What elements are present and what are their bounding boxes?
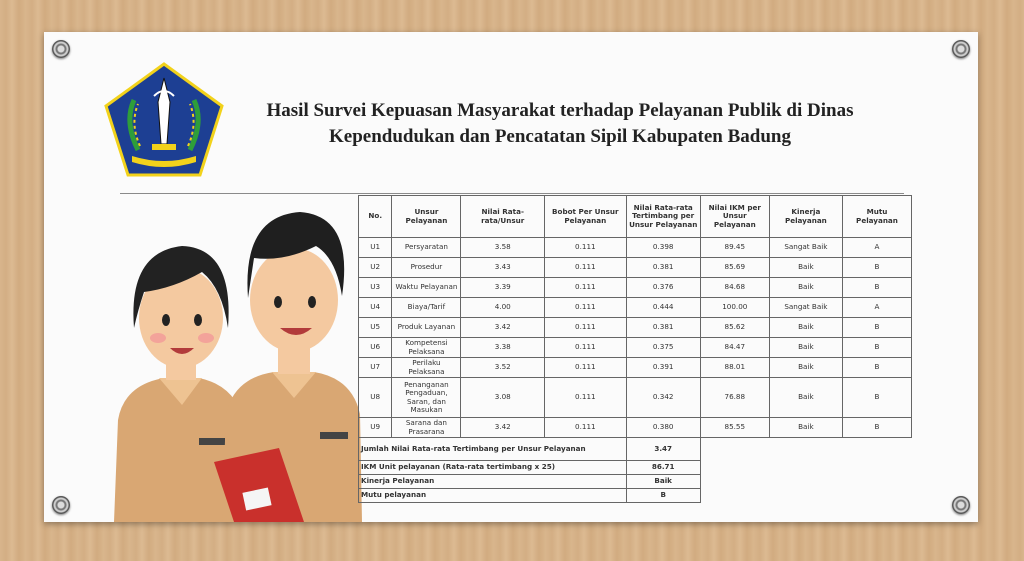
- cell-mutu: A: [842, 238, 911, 258]
- cell-rata: 3.42: [461, 318, 545, 338]
- summary-row: [359, 438, 912, 461]
- cell-bobot: 0.111: [545, 418, 627, 438]
- survey-results-table: [358, 195, 912, 503]
- cell-ikm: 88.01: [700, 358, 769, 378]
- cell-mutu: B: [842, 418, 911, 438]
- table-row: [359, 338, 912, 358]
- cell-bobot: 0.111: [545, 318, 627, 338]
- cell-unsur: Prosedur: [392, 258, 461, 278]
- cell-ikm: 76.88: [700, 378, 769, 418]
- cell-mutu: B: [842, 318, 911, 338]
- cell-ikm: 85.69: [700, 258, 769, 278]
- cell-ikm: 84.68: [700, 278, 769, 298]
- summary-value: 86.71: [626, 461, 700, 475]
- cell-no: U3: [359, 278, 392, 298]
- pushpin-icon: [52, 496, 70, 514]
- table-row: [359, 298, 912, 318]
- cell-unsur: Produk Layanan: [392, 318, 461, 338]
- cell-tertimbang: 0.342: [626, 378, 700, 418]
- cell-unsur: Biaya/Tarif: [392, 298, 461, 318]
- blank-cell: [700, 461, 911, 475]
- cell-no: U7: [359, 358, 392, 378]
- cell-kinerja: Baik: [769, 258, 842, 278]
- cell-rata: 4.00: [461, 298, 545, 318]
- title-line-1: Hasil Survei Kepuasan Masyarakat terhadap Pelayanan Publik di Dinas: [266, 100, 854, 121]
- cell-tertimbang: 0.391: [626, 358, 700, 378]
- cell-mutu: B: [842, 358, 911, 378]
- cell-rata: 3.58: [461, 238, 545, 258]
- summary-label: Mutu pelayanan: [359, 489, 627, 503]
- summary-row: [359, 489, 912, 503]
- cell-kinerja: Baik: [769, 318, 842, 338]
- table-row: [359, 378, 912, 418]
- cell-tertimbang: 0.380: [626, 418, 700, 438]
- cell-rata: 3.39: [461, 278, 545, 298]
- col-header: Nilai IKM per Unsur Pelayanan: [700, 196, 769, 238]
- col-header: Kinerja Pelayanan: [769, 196, 842, 238]
- cell-no: U4: [359, 298, 392, 318]
- cell-ikm: 100.00: [700, 298, 769, 318]
- cell-rata: 3.38: [461, 338, 545, 358]
- cell-rata: 3.43: [461, 258, 545, 278]
- summary-value: Baik: [626, 475, 700, 489]
- blank-cell: [700, 475, 911, 489]
- cell-tertimbang: 0.375: [626, 338, 700, 358]
- col-header: No.: [359, 196, 392, 238]
- badung-regency-logo: [104, 62, 224, 177]
- cell-ikm: 85.62: [700, 318, 769, 338]
- cell-kinerja: Baik: [769, 378, 842, 418]
- blank-cell: [700, 489, 911, 503]
- cell-bobot: 0.111: [545, 238, 627, 258]
- cell-no: U2: [359, 258, 392, 278]
- cell-no: U5: [359, 318, 392, 338]
- col-header: Bobot Per Unsur Pelayanan: [545, 196, 627, 238]
- cell-tertimbang: 0.381: [626, 258, 700, 278]
- table-header-row: [359, 196, 912, 238]
- cell-rata: 3.42: [461, 418, 545, 438]
- summary-value: B: [626, 489, 700, 503]
- col-header: Mutu Pelayanan: [842, 196, 911, 238]
- cell-unsur: Waktu Pelayanan: [392, 278, 461, 298]
- cell-kinerja: Sangat Baik: [769, 298, 842, 318]
- table-row: [359, 258, 912, 278]
- cell-bobot: 0.111: [545, 258, 627, 278]
- pushpin-icon: [52, 40, 70, 58]
- cell-tertimbang: 0.376: [626, 278, 700, 298]
- cell-kinerja: Baik: [769, 358, 842, 378]
- cell-no: U9: [359, 418, 392, 438]
- cell-mutu: A: [842, 298, 911, 318]
- cell-ikm: 85.55: [700, 418, 769, 438]
- table-row: [359, 238, 912, 258]
- cell-kinerja: Sangat Baik: [769, 238, 842, 258]
- cell-unsur: Kompetensi Pelaksana: [392, 338, 461, 358]
- cell-kinerja: Baik: [769, 278, 842, 298]
- summary-row: [359, 475, 912, 489]
- col-header: Unsur Pelayanan: [392, 196, 461, 238]
- cell-tertimbang: 0.444: [626, 298, 700, 318]
- summary-label: Jumlah Nilai Rata-rata Tertimbang per Unsur Pelayanan: [359, 438, 627, 461]
- col-header: Nilai Rata-rata Tertimbang per Unsur Pelayanan: [626, 196, 700, 238]
- pushpin-icon: [952, 496, 970, 514]
- cell-bobot: 0.111: [545, 298, 627, 318]
- cell-mutu: B: [842, 258, 911, 278]
- cell-unsur: Sarana dan Prasarana: [392, 418, 461, 438]
- table-row: [359, 278, 912, 298]
- blank-cell: [700, 438, 911, 461]
- divider: [120, 193, 904, 194]
- pushpin-icon: [952, 40, 970, 58]
- cell-ikm: 89.45: [700, 238, 769, 258]
- cell-bobot: 0.111: [545, 338, 627, 358]
- summary-value: 3.47: [626, 438, 700, 461]
- cell-unsur: Perilaku Pelaksana: [392, 358, 461, 378]
- summary-row: [359, 461, 912, 475]
- table-row: [359, 318, 912, 338]
- cell-no: U8: [359, 378, 392, 418]
- cell-unsur: Persyaratan: [392, 238, 461, 258]
- page-title: [230, 98, 890, 150]
- cell-bobot: 0.111: [545, 378, 627, 418]
- summary-label: Kinerja Pelayanan: [359, 475, 627, 489]
- cell-mutu: B: [842, 278, 911, 298]
- table-row: [359, 358, 912, 378]
- summary-label: IKM Unit pelayanan (Rata-rata tertimbang x 25): [359, 461, 627, 475]
- cell-kinerja: Baik: [769, 338, 842, 358]
- cell-kinerja: Baik: [769, 418, 842, 438]
- notice-board: [44, 32, 978, 522]
- cell-tertimbang: 0.381: [626, 318, 700, 338]
- cell-bobot: 0.111: [545, 278, 627, 298]
- cell-rata: 3.52: [461, 358, 545, 378]
- table-row: [359, 418, 912, 438]
- cell-no: U1: [359, 238, 392, 258]
- cell-tertimbang: 0.398: [626, 238, 700, 258]
- cell-mutu: B: [842, 378, 911, 418]
- cell-bobot: 0.111: [545, 358, 627, 378]
- cell-ikm: 84.47: [700, 338, 769, 358]
- cell-unsur: Penanganan Pengaduan, Saran, dan Masukan: [392, 378, 461, 418]
- col-header: Nilai Rata-rata/Unsur: [461, 196, 545, 238]
- title-line-2: Kependudukan dan Pencatatan Sipil Kabupaten Badung: [329, 126, 791, 147]
- cell-no: U6: [359, 338, 392, 358]
- staff-illustration: [104, 200, 364, 522]
- cell-rata: 3.08: [461, 378, 545, 418]
- cell-mutu: B: [842, 338, 911, 358]
